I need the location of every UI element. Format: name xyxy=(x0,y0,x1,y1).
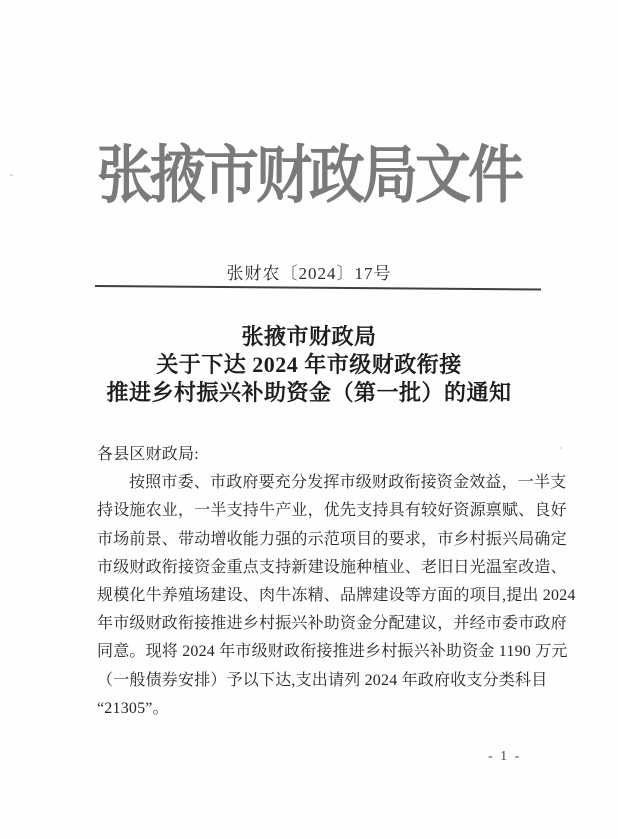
body-line: 持设施农业，一半支持牛产业，优先支持具有较好资源禀赋、良好 xyxy=(97,502,567,520)
page-number: - 1 - xyxy=(488,749,522,764)
body-line: 按照市委、市政府要充分发挥市级财政衔接资金效益，一半支 xyxy=(129,474,567,492)
body-line: 市级财政衔接资金重点支持新建设施种植业、老旧日光温室改造、 xyxy=(97,558,567,576)
notice-title-line1: 张掖市财政局 xyxy=(241,324,377,349)
body-line: 年市级财政衔接推进乡村振兴补助资金分配建议，并经市委市政府 xyxy=(97,615,567,633)
notice-title-line3: 推进乡村振兴补助资金（第一批）的通知 xyxy=(106,380,512,405)
header-divider-rule xyxy=(95,285,541,291)
body-line: （一般债券安排）予以下达,支出请列 2024 年政府收支分类科目 xyxy=(97,671,548,689)
salutation: 各县区财政局: xyxy=(97,446,199,463)
body-line: 同意。现将 2024 年市级财政衔接推进乡村振兴补助资金 1190 万元 xyxy=(97,643,568,661)
scan-speck xyxy=(560,447,562,449)
body-line: 规模化牛养殖场建设、肉牛冻精、品牌建设等方面的项目,提出 2024 xyxy=(97,587,576,605)
body-line: “21305”。 xyxy=(97,699,169,717)
notice-title xyxy=(0,323,618,407)
body-line: 市场前景、带动增收能力强的示范项目的要求，市乡村振兴局确定 xyxy=(97,530,567,548)
notice-body xyxy=(97,441,576,723)
agency-header-title: 张掖市财政局文件 xyxy=(97,141,521,212)
document-number: 张财农〔2024〕17号 xyxy=(226,264,392,283)
notice-title-line2: 关于下达 2024 年市级财政衔接 xyxy=(156,352,462,377)
scan-speck xyxy=(10,174,13,176)
